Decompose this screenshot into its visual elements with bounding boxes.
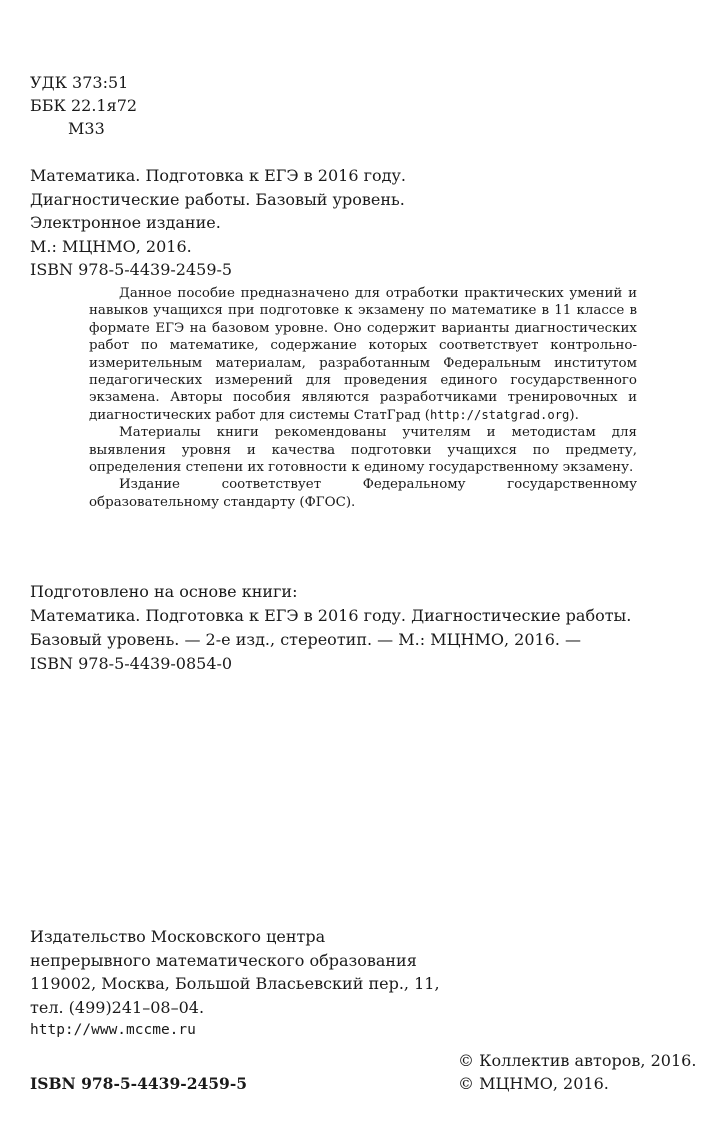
record-edition: Электронное издание. — [30, 213, 221, 232]
footer-isbn: ISBN 978-5-4439-2459-5 — [30, 1074, 248, 1093]
copyright-block — [458, 1049, 696, 1095]
based-on-block — [30, 580, 631, 676]
based-on-heading: Подготовлено на основе книги: — [30, 582, 298, 601]
annotation-text: Данное пособие предназначено для отработки практических умений и навыков учащихся при подготовке к экзамену по математике в 11 классе в формате ЕГЭ на базовом уровне. Оно содержит варианты диагностических работ по математике, содержание которых соответствует контрольно-измерительным материалам, разработанным Федеральным институтом педагогических измерений для проведения единого государственного экзамена. Авторы пособия являются разработчиками тренировочных и диагностических работ для системы СтатГрад — [89, 286, 637, 423]
bibliographic-record — [30, 164, 406, 282]
statgrad-link[interactable]: http://statgrad.org — [429, 407, 570, 422]
bbk-code: ББК 22.1я72 — [30, 96, 138, 115]
record-isbn: ISBN 978-5-4439-2459-5 — [30, 260, 233, 279]
record-title: Математика. Подготовка к ЕГЭ в 2016 году. — [30, 166, 406, 185]
publisher-name-line2: непрерывного математического образования — [30, 950, 417, 970]
publisher-address: 119002, Москва, Большой Власьевский пер., 11, — [30, 974, 440, 993]
based-on-title: Математика. Подготовка к ЕГЭ в 2016 году. Диагностические работы. — [30, 606, 632, 625]
udk-code: УДК 373:51 — [30, 73, 129, 92]
copyright-publisher: © МЦНМО, 2016. — [458, 1074, 609, 1093]
record-imprint: М.: МЦНМО, 2016. — [30, 236, 192, 256]
publisher-block — [30, 925, 440, 1043]
record-subtitle: Диагностические работы. Базовый уровень. — [30, 189, 405, 209]
copyright-authors: © Коллектив авторов, 2016. — [458, 1051, 697, 1070]
based-on-edition: Базовый уровень. — 2-е изд., стереотип. — М.: МЦНМО, 2016. — — [30, 630, 582, 649]
classification-codes — [30, 71, 137, 140]
annotation-paragraph: Издание соответствует Федеральному государственному образовательному стандарту (ФГОС). — [89, 477, 637, 510]
publisher-phone: тел. (499)241–08–04. — [30, 997, 205, 1017]
annotation-paragraph: Материалы книги рекомендованы учителям и методистам для выявления уровня и качества подготовки учащихся по предмету, определения степени их готовности к единому государственному экзамену. — [89, 425, 637, 476]
url-open: ( — [424, 407, 430, 423]
author-mark: М33 — [68, 119, 105, 138]
publisher-website-link[interactable]: http://www.mccme.ru — [30, 1022, 196, 1038]
url-close: ). — [569, 407, 579, 423]
annotation-paragraph — [89, 285, 637, 424]
based-on-isbn: ISBN 978-5-4439-0854-0 — [30, 654, 233, 673]
annotation — [89, 285, 637, 511]
publisher-name-line1: Издательство Московского центра — [30, 927, 326, 946]
